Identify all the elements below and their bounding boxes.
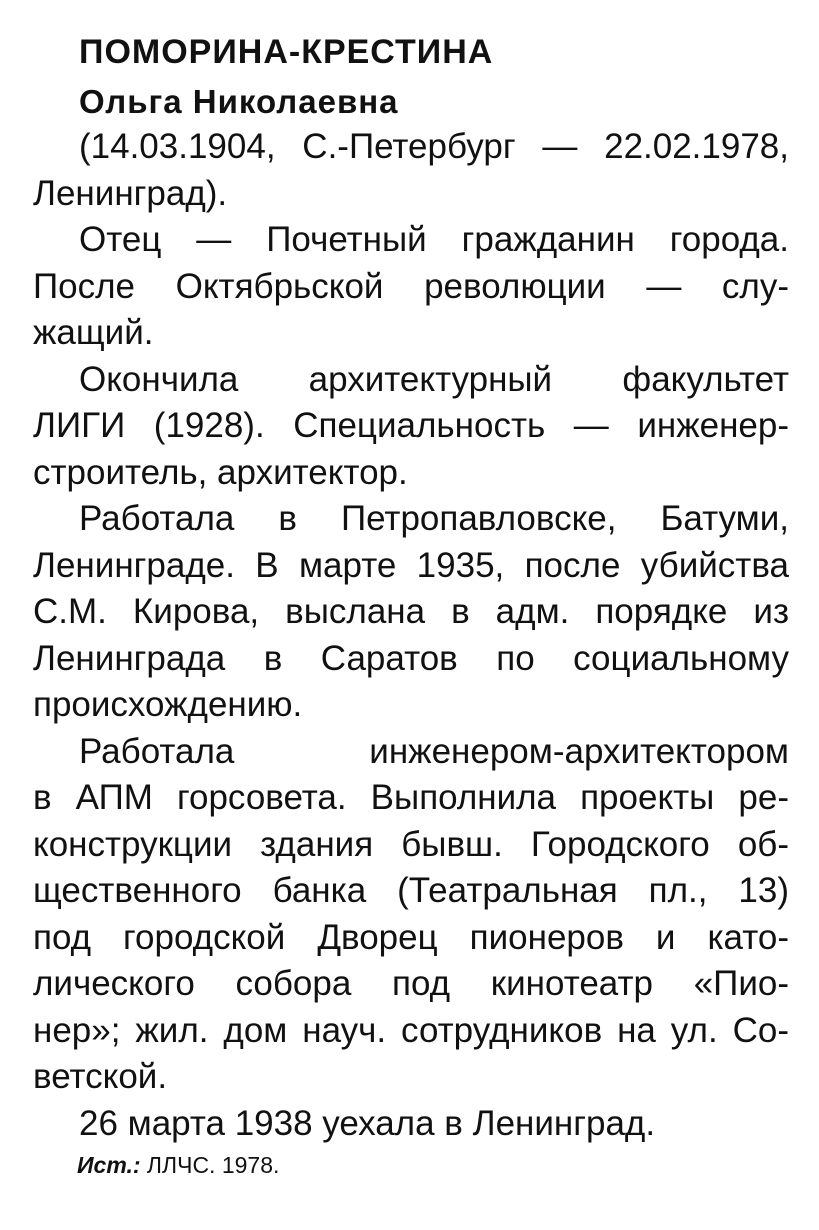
biography-text (33, 124, 789, 1147)
source-note (77, 1150, 279, 1180)
text-line: После Октябрьской революции — слу- (33, 266, 789, 306)
surname-heading: ПОМОРИНА-КРЕСТИНА (79, 33, 494, 71)
text-line: лического собора под кинотеатр «Пио- (33, 964, 789, 1003)
text-line: в АПМ горсовета. Выполнила проекты ре- (33, 778, 789, 817)
text-line: 26 марта 1938 уехала в Ленинград. (79, 1103, 656, 1143)
given-names-heading: Ольга Николаевна (79, 83, 399, 120)
text-line: нер»; жил. дом науч. сотрудников на ул. Со- (33, 1010, 789, 1050)
text-line: под городской Дворец пионеров и като- (33, 917, 789, 957)
text-line: Ленинград). (33, 173, 228, 213)
source-label: Ист.: (77, 1152, 141, 1178)
text-line: Ленинграда в Саратов по социальному (33, 638, 789, 678)
text-line: Работала инженером-архитектором (79, 731, 789, 771)
exile-paragraph (33, 496, 789, 729)
text-line: ЛИГИ (1928). Специальность — инженер- (33, 406, 789, 445)
work-paragraph (33, 729, 789, 1101)
text-line: Ленинграде. В марте 1935, после убийства (33, 545, 789, 585)
dates-paragraph (33, 124, 789, 217)
father-paragraph (33, 217, 789, 357)
text-line: Отец — Почетный гражданин города. (79, 220, 789, 259)
text-line: ветской. (33, 1057, 168, 1096)
departure-paragraph (33, 1101, 789, 1148)
source-text: ЛЛЧС. 1978. (146, 1152, 280, 1178)
text-line: происхождению. (33, 685, 303, 724)
text-line: С.М. Кирова, выслана в адм. порядке из (33, 592, 789, 631)
text-line: (14.03.1904, С.-Петербург — 22.02.1978, (79, 127, 789, 166)
text-line: Окончила архитектурный факультет (79, 359, 789, 399)
text-line: щественного банка (Театральная пл., 13) (33, 871, 789, 910)
text-line: строитель, архитектор. (33, 452, 408, 492)
text-line: конструкции здания бывш. Городского об- (33, 824, 789, 864)
text-line: жащий. (33, 313, 154, 352)
education-paragraph (33, 357, 789, 497)
text-line: Работала в Петропавловске, Батуми, (79, 499, 789, 538)
